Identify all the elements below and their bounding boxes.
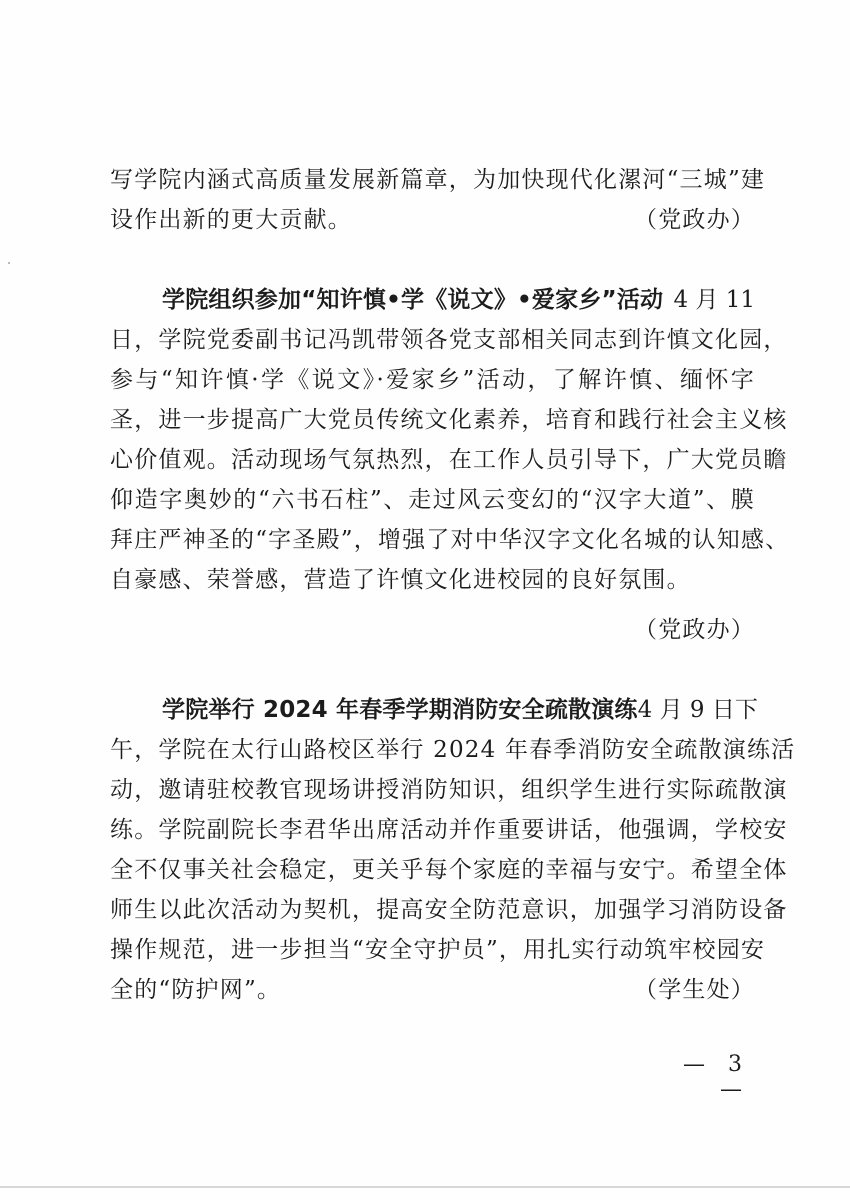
section2-line-1: 日，学院党委副书记冯凯带领各党支部相关同志到许慎文化园， (110, 327, 788, 353)
section2-line-4: 心价值观。活动现场气氛热烈，在工作人员引导下，广大党员瞻 (110, 447, 788, 473)
section3-line-4: 全不仅事关社会稳定，更关乎每个家庭的幸福与安宁。希望全体 (110, 857, 788, 883)
section3-line-2: 动，邀请驻校教官现场讲授消防知识，组织学生进行实际疏散演 (110, 777, 788, 803)
section2-source: （党政办） (634, 617, 755, 643)
section2-line-5: 仰造字奥妙的“六书石柱”、走过风云变幻的“汉字大道”、膜 (110, 487, 755, 513)
section1-source: （党政办） (634, 207, 755, 233)
scan-speck (8, 262, 10, 264)
section2-heading: 学院组织参加“知许慎•学《说文》•爱家乡”活动 (162, 287, 664, 313)
section2-heading-row (162, 280, 755, 320)
section2-line-7: 自豪感、荣誉感，营造了许慎文化进校园的良好氛围。 (110, 567, 691, 593)
section2-line-2: 参与“知许慎·学《说文》·爱家乡”活动，了解许慎、缅怀字 (110, 367, 755, 393)
section3-line-6: 操作规范，进一步担当“安全守护员”，用扎实行动筑牢校园安 (110, 937, 766, 963)
section3-line-7: 全的“防护网”。 (110, 977, 282, 1003)
section3-source: （学生处） (634, 977, 755, 1003)
section3-heading-row (162, 690, 758, 730)
section1-line-2: 设作出新的更大贡献。 (110, 207, 352, 233)
section3-heading: 学院举行 2024 年春季学期消防安全疏散演练 (162, 697, 638, 723)
section3-date-lead: 4 月 9 日下 (637, 697, 758, 723)
scan-bottom-edge (0, 1186, 850, 1188)
page-number: — 3 — (683, 1052, 750, 1102)
section2-line-3: 圣，进一步提高广大党员传统文化素养，培育和践行社会主义核 (110, 407, 788, 433)
section2-line-6: 拜庄严神圣的“字圣殿”，增强了对中华汉字文化名城的认知感、 (110, 527, 790, 553)
section1-line-1: 写学院内涵式高质量发展新篇章，为加快现代化漯河“三城”建 (110, 167, 766, 193)
section3-line-1: 午，学院在太行山路校区举行 2024 年春季消防安全疏散演练活 (110, 737, 796, 763)
section3-line-3: 练。学院副院长李君华出席活动并作重要讲话，他强调，学校安 (110, 817, 788, 843)
section3-line-5: 师生以此次活动为契机，提高安全防范意识，加强学习消防设备 (110, 897, 788, 923)
section2-date-lead: 4 月 11 (673, 287, 755, 313)
